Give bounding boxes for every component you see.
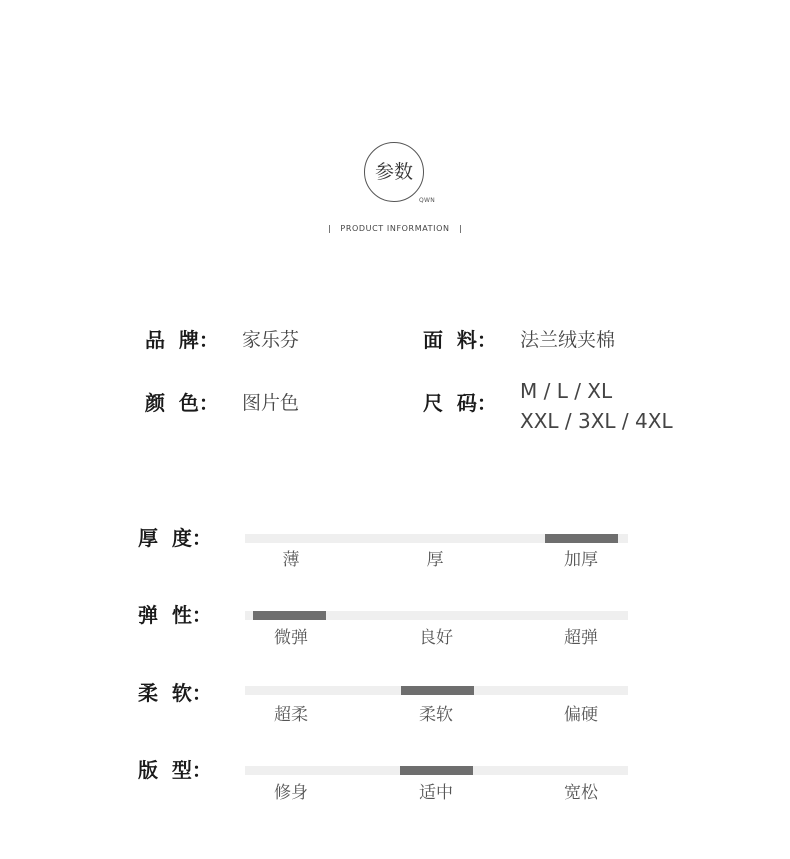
divider-right [460,225,461,233]
brand-label: 品 牌： [145,328,219,352]
size-label: 尺 码： [423,391,497,415]
divider-left [329,225,330,233]
scale-label: 版 型： [138,758,212,782]
brand-value: 家乐芬 [242,329,300,351]
brand-tag: QWN [419,197,436,204]
scale-option: 薄 [282,550,300,570]
fabric-label: 面 料： [423,328,497,352]
section-subtitle [0,224,790,234]
scale-option: 偏硬 [564,705,598,725]
color-label: 颜 色： [145,391,219,415]
scale-option: 适中 [419,783,453,803]
size-value [520,376,673,436]
scale-option: 修身 [274,783,308,803]
size-line: XXL / 3XL / 4XL [520,409,673,433]
scale-label: 弹 性： [138,603,212,627]
scale-option: 柔软 [419,705,453,725]
scale-label: 厚 度： [138,526,212,550]
scale-track [245,611,628,620]
scale-option: 宽松 [564,783,598,803]
scale-option: 加厚 [564,550,598,570]
color-value: 图片色 [242,392,300,414]
scale-label: 柔 软： [138,681,212,705]
scale-indicator [400,766,473,775]
section-title: 参数 [374,161,413,183]
scale-option: 良好 [419,628,453,648]
subtitle-text: PRODUCT INFORMATION [340,224,450,233]
scale-option: 微弹 [274,628,308,648]
size-line: M / L / XL [520,379,613,403]
scale-option: 超弹 [564,628,598,648]
scale-option: 厚 [426,550,444,570]
scale-indicator [401,686,474,695]
scale-track [245,766,628,775]
scale-track [245,534,628,543]
scale-option: 超柔 [274,705,308,725]
scale-indicator [545,534,618,543]
scale-track [245,686,628,695]
fabric-value: 法兰绒夹棉 [520,329,616,351]
scale-indicator [253,611,326,620]
